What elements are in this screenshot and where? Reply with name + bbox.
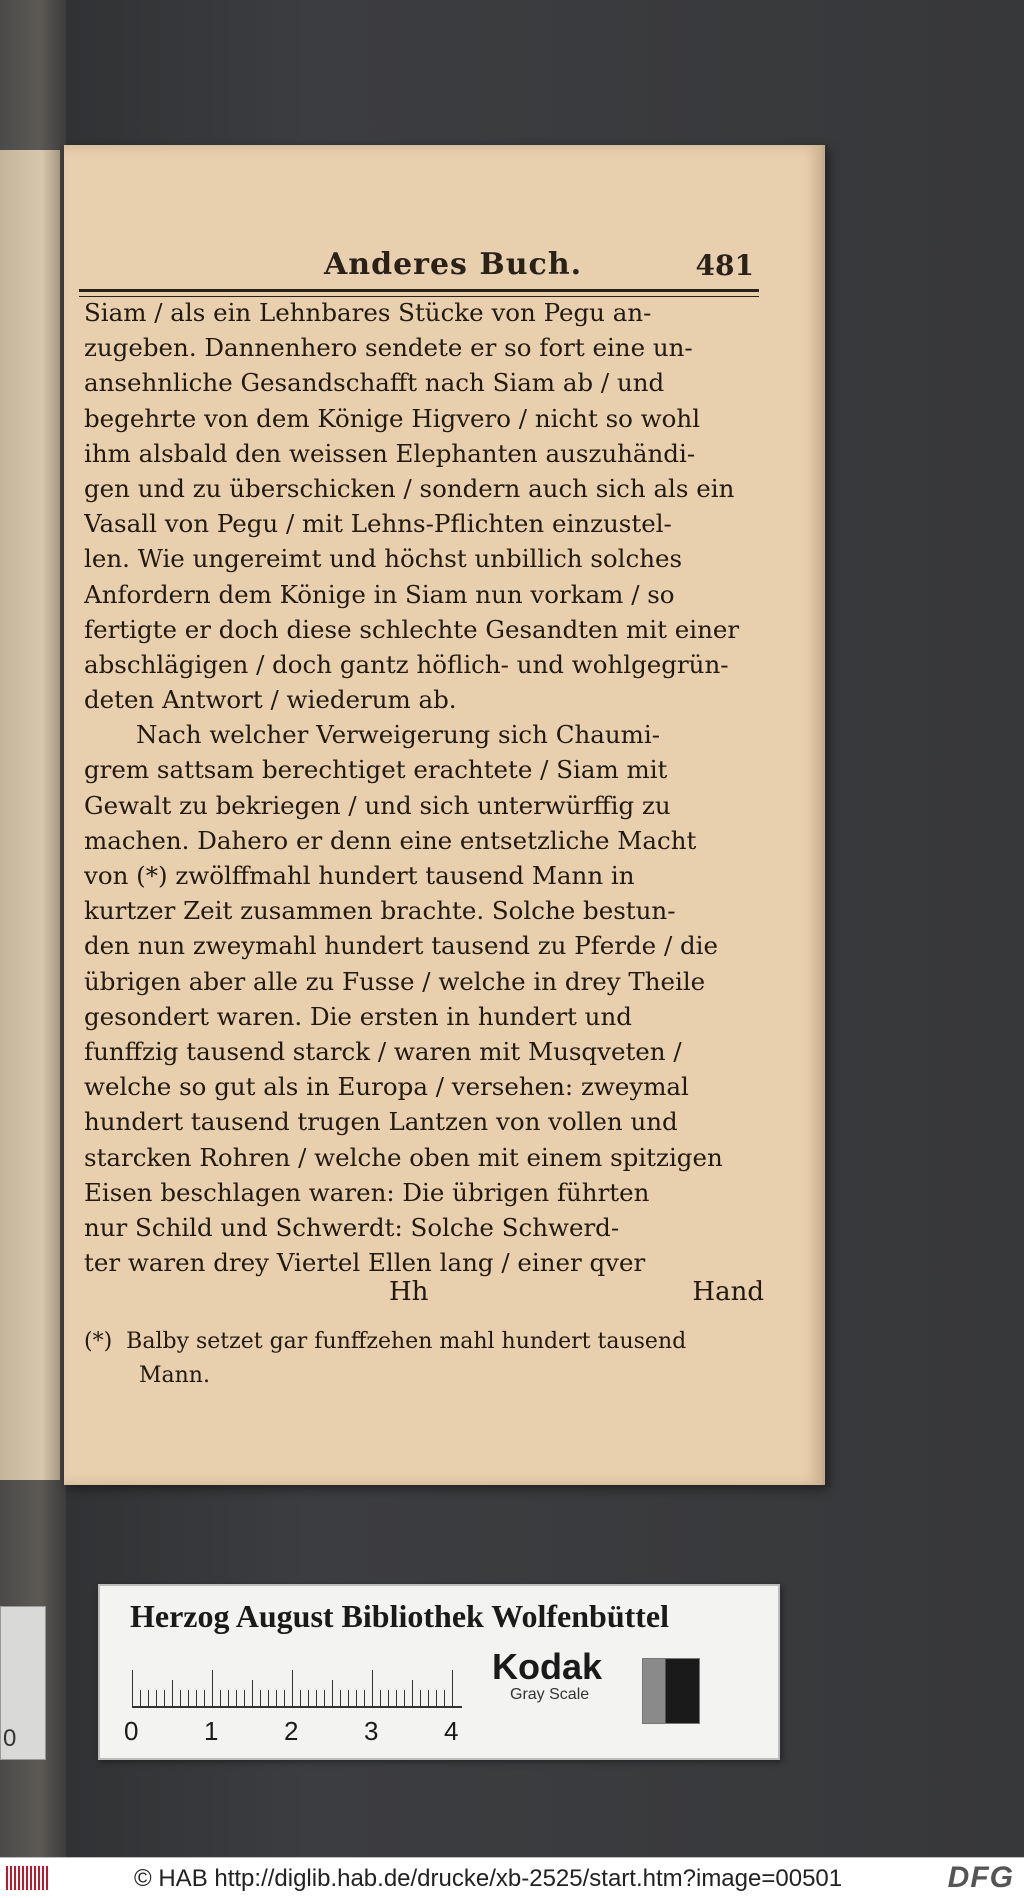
ruler-tick [380, 1690, 381, 1706]
text-line: Anfordern dem Könige in Siam nun vorkam / so [84, 579, 675, 609]
footnote-mark: (*) [84, 1329, 113, 1354]
dfg-logo: DFG [947, 1861, 1014, 1894]
ruler-tick [452, 1670, 453, 1706]
citation-link[interactable]: © HAB http://diglib.hab.de/drucke/xb-2525/start.htm?image=00501 [134, 1865, 843, 1892]
gray-scale-label: Gray Scale [510, 1686, 590, 1703]
library-name: Herzog August Bibliothek Wolfenbüttel [130, 1598, 670, 1634]
text-line: fertigte er doch diese schlechte Gesandten mit einer [84, 614, 740, 644]
ruler-tick [340, 1690, 341, 1706]
ruler-tick [212, 1670, 213, 1706]
ruler-tick [284, 1690, 285, 1706]
ruler-tick [324, 1690, 325, 1706]
ruler-tick [164, 1690, 165, 1706]
text-line: welche so gut als in Europa / versehen: zweymal [84, 1072, 689, 1102]
ruler-tick [188, 1690, 189, 1706]
ruler-tick [228, 1690, 229, 1706]
ruler-tick [244, 1690, 245, 1706]
ruler-tick [412, 1680, 413, 1706]
left-color-card-fragment [0, 1606, 46, 1760]
text-line: von (*) zwölffmahl hundert tausend Mann in [84, 861, 635, 890]
ruler-tick [332, 1680, 333, 1706]
ruler-tick [428, 1690, 429, 1706]
ruler-tick [148, 1690, 149, 1706]
footnote-line-2: Mann. [139, 1363, 210, 1388]
catchword-line [84, 1277, 764, 1313]
catchword: Hand [692, 1277, 764, 1307]
left-card-label: 0 [3, 1725, 17, 1752]
scale-number: 2 [284, 1716, 299, 1746]
ruler-tick [268, 1690, 269, 1706]
ruler-tick [300, 1690, 301, 1706]
ruler-tick [156, 1690, 157, 1706]
scale-number: 4 [444, 1716, 459, 1746]
page-number: 481 [695, 249, 754, 282]
body-text [84, 295, 764, 1280]
color-calibration-card [98, 1584, 780, 1760]
text-line: Siam / als ein Lehnbares Stücke von Pegu an- [84, 298, 652, 327]
text-line: nur Schild und Schwerdt: Solche Schwerd- [84, 1212, 620, 1242]
previous-page-fragment [0, 150, 60, 1480]
kodak-logo: Kodak [492, 1646, 603, 1687]
book-page [64, 145, 825, 1485]
text-line: ter waren drey Viertel Ellen lang / einer qver [84, 1248, 646, 1278]
ruler-tick [356, 1690, 357, 1706]
ruler-tick [388, 1690, 389, 1706]
ruler-tick [236, 1690, 237, 1706]
ruler-tick [132, 1670, 133, 1706]
scale-number: 3 [364, 1716, 379, 1746]
text-line: deten Antwort / wiederum ab. [84, 685, 457, 715]
text-line: ihm alsbald den weissen Elephanten auszuhändi- [84, 438, 696, 468]
text-line: ansehnliche Gesandschafft nach Siam ab / und [84, 368, 665, 398]
text-line: starcken Rohren / welche oben mit einem spitzigen [84, 1142, 723, 1172]
text-line: begehrte von dem Könige Higvero / nicht so wohl [84, 403, 701, 433]
ruler-tick [436, 1690, 437, 1706]
ruler-tick [364, 1690, 365, 1706]
text-line: zugeben. Dannenhero sendete er so fort eine un- [84, 333, 693, 363]
ruler-tick [252, 1680, 253, 1706]
ruler-tick [260, 1690, 261, 1706]
text-line: übrigen aber alle zu Fusse / welche in drey Theile [84, 966, 706, 996]
text-line: abschlägigen / doch gantz höflich- und wohlgegrün- [84, 649, 729, 679]
ruler-tick [308, 1690, 309, 1706]
footnote-line-1: Balby setzet gar funffzehen mahl hundert tausend [126, 1329, 687, 1354]
ruler-tick [276, 1690, 277, 1706]
text-line: len. Wie ungereimt und höchst unbillich solches [84, 544, 683, 574]
ruler-tick [444, 1690, 445, 1706]
text-line: machen. Dahero er denn eine entsetzliche Macht [84, 825, 697, 855]
text-line: grem sattsam berechtiget erachtete / Siam mit [84, 755, 668, 785]
text-line: den nun zweymahl hundert tausend zu Pferde / die [84, 931, 719, 961]
ruler-tick [396, 1690, 397, 1706]
scale-ruler [132, 1664, 462, 1708]
text-line: Vasall von Pegu / mit Lehns-Pflichten einzustel- [84, 509, 672, 539]
running-title: Anderes Buch. [324, 247, 583, 282]
footnote [84, 1325, 764, 1393]
text-line: Gewalt zu bekriegen / und sich unterwürffig zu [84, 790, 671, 820]
text-line: funffzig tausend starck / waren mit Musqveten / [84, 1036, 682, 1066]
text-line: kurtzer Zeit zusammen brachte. Solche bestun- [84, 896, 676, 926]
ruler-tick [420, 1690, 421, 1706]
gray-patch [642, 1658, 700, 1724]
text-line: gen und zu überschicken / sondern auch sich als ein [84, 473, 735, 503]
scale-number: 1 [204, 1716, 219, 1746]
text-line: Nach welcher Verweigerung sich Chaumi- [136, 720, 660, 750]
ruler-tick [220, 1690, 221, 1706]
text-line: Eisen beschlagen waren: Die übrigen führten [84, 1177, 650, 1207]
ruler-tick [404, 1690, 405, 1706]
footer-bar [0, 1857, 1024, 1898]
scale-number: 0 [124, 1716, 139, 1746]
ruler-tick [172, 1680, 173, 1706]
page-header [274, 247, 754, 289]
signature-mark: Hh [389, 1277, 429, 1307]
ruler-tick [348, 1690, 349, 1706]
hab-barcode-icon [6, 1866, 48, 1890]
ruler-tick [292, 1670, 293, 1706]
text-line: gesondert waren. Die ersten in hundert und [84, 1001, 632, 1031]
ruler-tick [372, 1670, 373, 1706]
ruler-tick [196, 1690, 197, 1706]
text-line: hundert tausend trugen Lantzen von vollen und [84, 1107, 678, 1137]
ruler-tick [140, 1690, 141, 1706]
ruler-tick [316, 1690, 317, 1706]
ruler-tick [180, 1690, 181, 1706]
ruler-tick [204, 1690, 205, 1706]
